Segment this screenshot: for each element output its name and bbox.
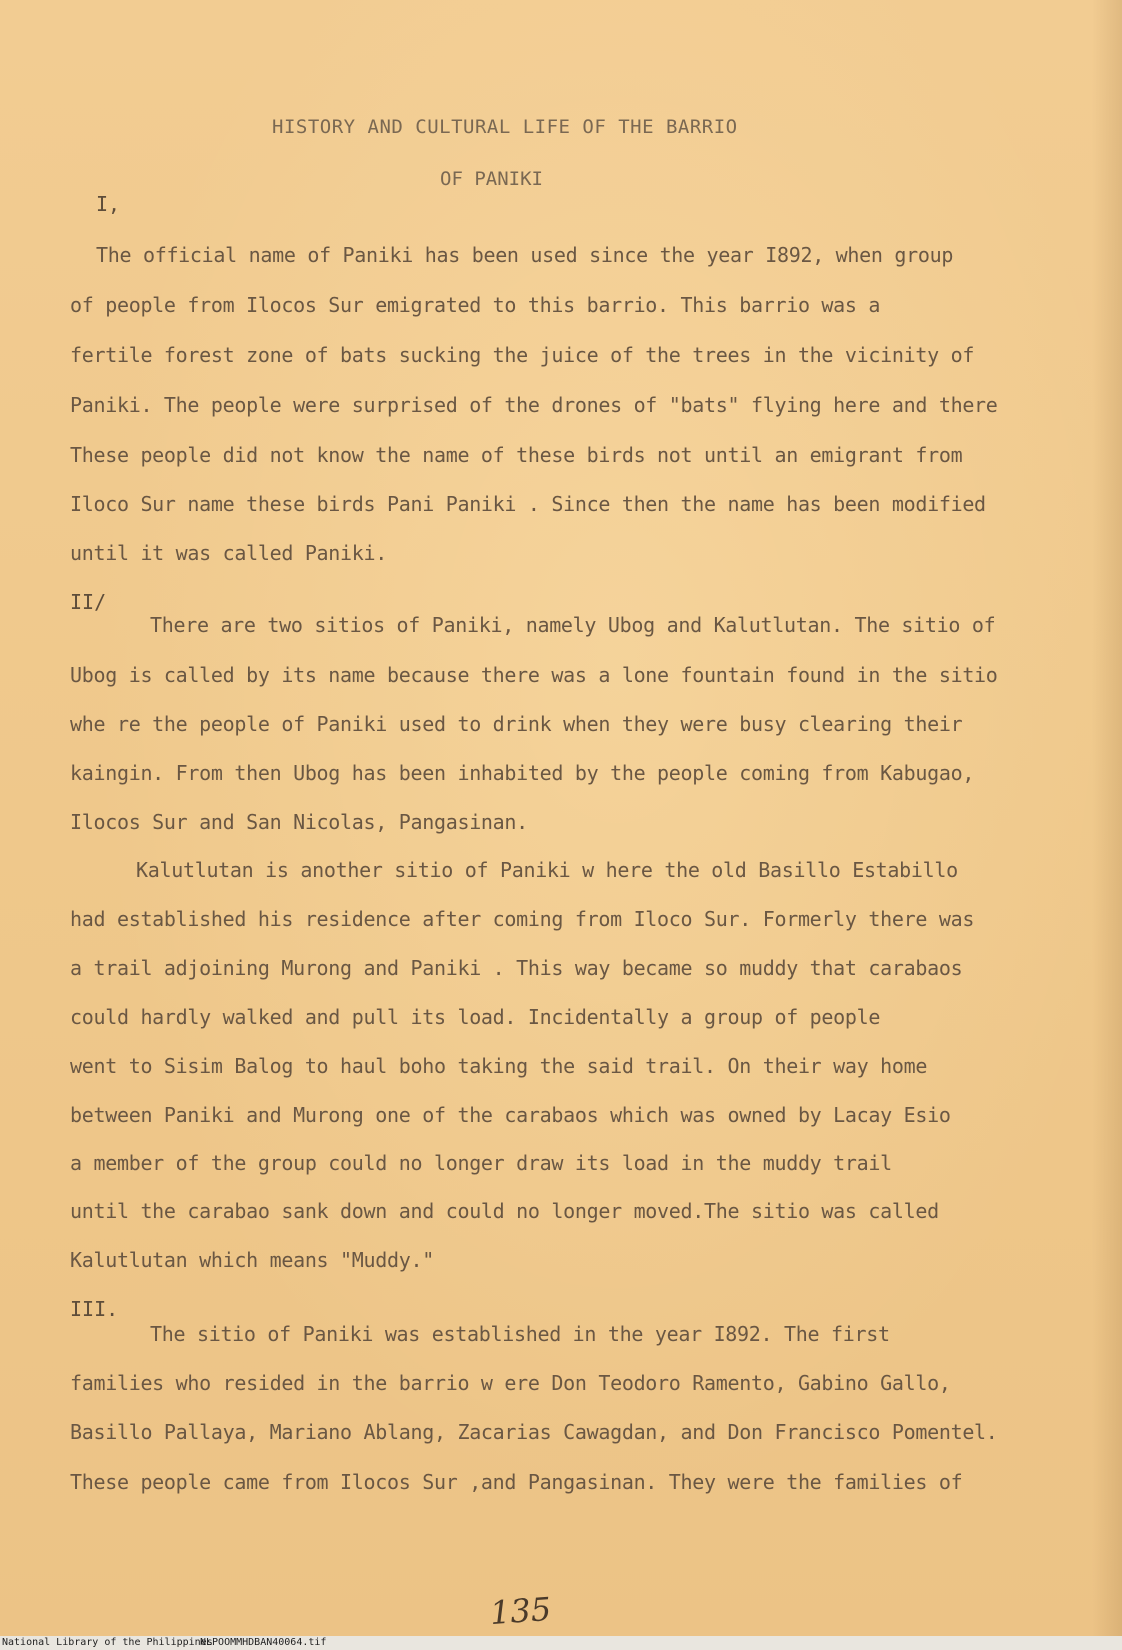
paragraph-line: of people from Ilocos Sur emigrated to this barrio. This barrio was a: [70, 293, 881, 317]
page-edge-shadow: [1092, 0, 1122, 1650]
document-subtitle: OF PANIKI: [440, 168, 543, 190]
paragraph-line: Kalutlutan is another sitio of Paniki w here the old Basillo Estabillo: [136, 858, 958, 882]
paragraph-line: There are two sitios of Paniki, namely Ubog and Kalutlutan. The sitio of: [150, 613, 996, 637]
paragraph-line: kaingin. From then Ubog has been inhabited by the people coming from Kabugao,: [70, 761, 975, 785]
paragraph-line: Kalutlutan which means "Muddy.": [70, 1248, 434, 1272]
section-mark-1: I,: [96, 192, 121, 216]
paragraph-line: went to Sisim Balog to haul boho taking the said trail. On their way home: [70, 1054, 928, 1078]
paragraph-line: a member of the group could no longer draw its load in the muddy trail: [70, 1151, 892, 1175]
paragraph-line: fertile forest zone of bats sucking the juice of the trees in the vicinity of: [70, 343, 975, 367]
paragraph-line: a trail adjoining Murong and Paniki . This way became so muddy that carabaos: [70, 956, 963, 980]
footer-library-name: National Library of the Philippines: [2, 1637, 213, 1648]
paragraph-line: until it was called Paniki.: [70, 541, 388, 565]
paragraph-line: Iloco Sur name these birds Pani Paniki . Since then the name has been modified: [70, 492, 986, 516]
paragraph-line: until the carabao sank down and could no longer moved.The sitio was called: [70, 1199, 939, 1223]
paragraph-line: Basillo Pallaya, Mariano Ablang, Zacarias Cawagdan, and Don Francisco Pomentel.: [70, 1420, 998, 1444]
paragraph-line: whe re the people of Paniki used to drink when they were busy clearing their: [70, 712, 963, 736]
paragraph-line: Ilocos Sur and San Nicolas, Pangasinan.: [70, 810, 528, 834]
paragraph-line: could hardly walked and pull its load. Incidentally a group of people: [70, 1005, 881, 1029]
paragraph-line: Ubog is called by its name because there was a lone fountain found in the sitio: [70, 663, 998, 687]
paragraph-line: These people did not know the name of these birds not until an emigrant from: [70, 443, 963, 467]
footer-file-name: NLPOOMMHDBAN40064.tif: [200, 1637, 327, 1648]
document-title: HISTORY AND CULTURAL LIFE OF THE BARRIO: [272, 116, 738, 138]
paragraph-line: These people came from Ilocos Sur ,and Pangasinan. They were the families of: [70, 1470, 963, 1494]
paragraph-line: had established his residence after coming from Iloco Sur. Formerly there was: [70, 907, 975, 931]
section-mark-3: III.: [70, 1297, 119, 1321]
paragraph-line: families who resided in the barrio w ere Don Teodoro Ramento, Gabino Gallo,: [70, 1371, 951, 1395]
paragraph-line: between Paniki and Murong one of the carabaos which was owned by Lacay Esio: [70, 1103, 951, 1127]
paragraph-line: The sitio of Paniki was established in the year I892. The first: [150, 1322, 890, 1346]
paragraph-line: Paniki. The people were surprised of the drones of "bats" flying here and there: [70, 393, 998, 417]
section-mark-2: II/: [70, 590, 107, 614]
paragraph-line: The official name of Paniki has been used since the year I892, when group: [96, 243, 954, 267]
scan-footer: [0, 1636, 1122, 1650]
handwritten-page-number: 135: [488, 1589, 553, 1633]
